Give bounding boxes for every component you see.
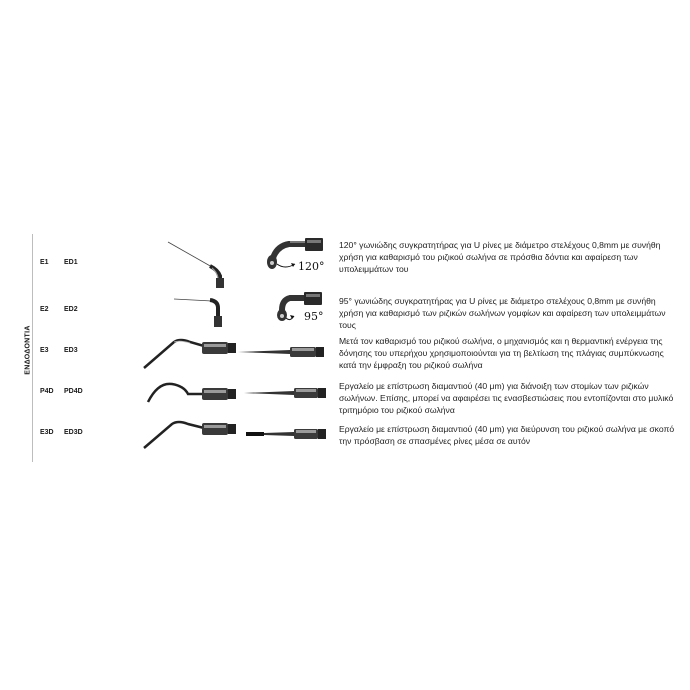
model-code: P4D	[40, 388, 54, 395]
p4d-side-view	[244, 384, 330, 402]
model-code: E1	[40, 259, 49, 266]
row-description: Εργαλείο με επίστρωση διαμαντιού (40 μm) για διεύρυνση του ριζικού σωλήνα με σκοπό την πρόσβαση σε σπασμένες ρίνες μέσα σε αυτόν	[339, 424, 675, 446]
e3d-tip-image	[140, 414, 240, 452]
model-code-alt: ED2	[64, 306, 78, 313]
row-description: 120° γωνιώδης συγκρατητήρας για U ρίνες με διάμετρο στελέχους 0,8mm με συνήθη χρήση για καθαρισμό του ριζικού σωλήνα σε πρόσθια δόντια και αφαίρεση των υπολειμμάτων του	[339, 240, 661, 274]
row-description: Μετά τον καθαρισμό του ριζικού σωλήνα, ο μηχανισμός και η θερμαντική ενέργεια της δόνησης του υπερήχου χρησιμοποιούνται για τη βελτίωση της πλάγιας συμπύκνωσης κατά την έμφραξη του ριζικού σωλήνα	[339, 336, 664, 370]
e3-side-view	[238, 343, 328, 361]
e3-tip-image	[140, 334, 240, 372]
model-code-alt: ED3	[64, 347, 78, 354]
e2-tip-image	[160, 288, 235, 328]
model-code-alt: ED3D	[64, 429, 83, 436]
angle-label-120: 120°	[298, 260, 325, 273]
model-code-alt: ED1	[64, 259, 78, 266]
e3d-side-view	[244, 425, 330, 443]
model-code: E3	[40, 347, 49, 354]
p4d-tip-image	[144, 376, 240, 410]
model-code-alt: PD4D	[64, 388, 83, 395]
category-text: ΕΝΔΟΔΟΝΤΙΑ	[24, 325, 32, 375]
angle-label-95: 95°	[304, 310, 324, 323]
e1-tip-image	[150, 232, 240, 288]
e1-angle-diagram	[255, 234, 335, 282]
model-code: E2	[40, 306, 49, 313]
model-code: E3D	[40, 429, 54, 436]
row-description: 95° γωνιώδης συγκρατητήρας για U ρίνες με διάμετρο στελέχους 0,8mm με συνήθη χρήση για καθαρισμό των ριζικών σωλήνων γομφίων και αφαίρεση των υπολειμμάτων τους	[339, 296, 666, 330]
row-description: Εργαλείο με επίστρωση διαμαντιού (40 μm) για διάνοιξη των στομίων των ριζικών σωλήνων. Επίσης, μπορεί να αφαιρέσει τις ενασβεστιώσεις που εντοπίζονται στο μυλικό τριτημόριο του ριζικού σωλήνα	[339, 381, 674, 415]
e2-angle-diagram	[258, 288, 336, 332]
